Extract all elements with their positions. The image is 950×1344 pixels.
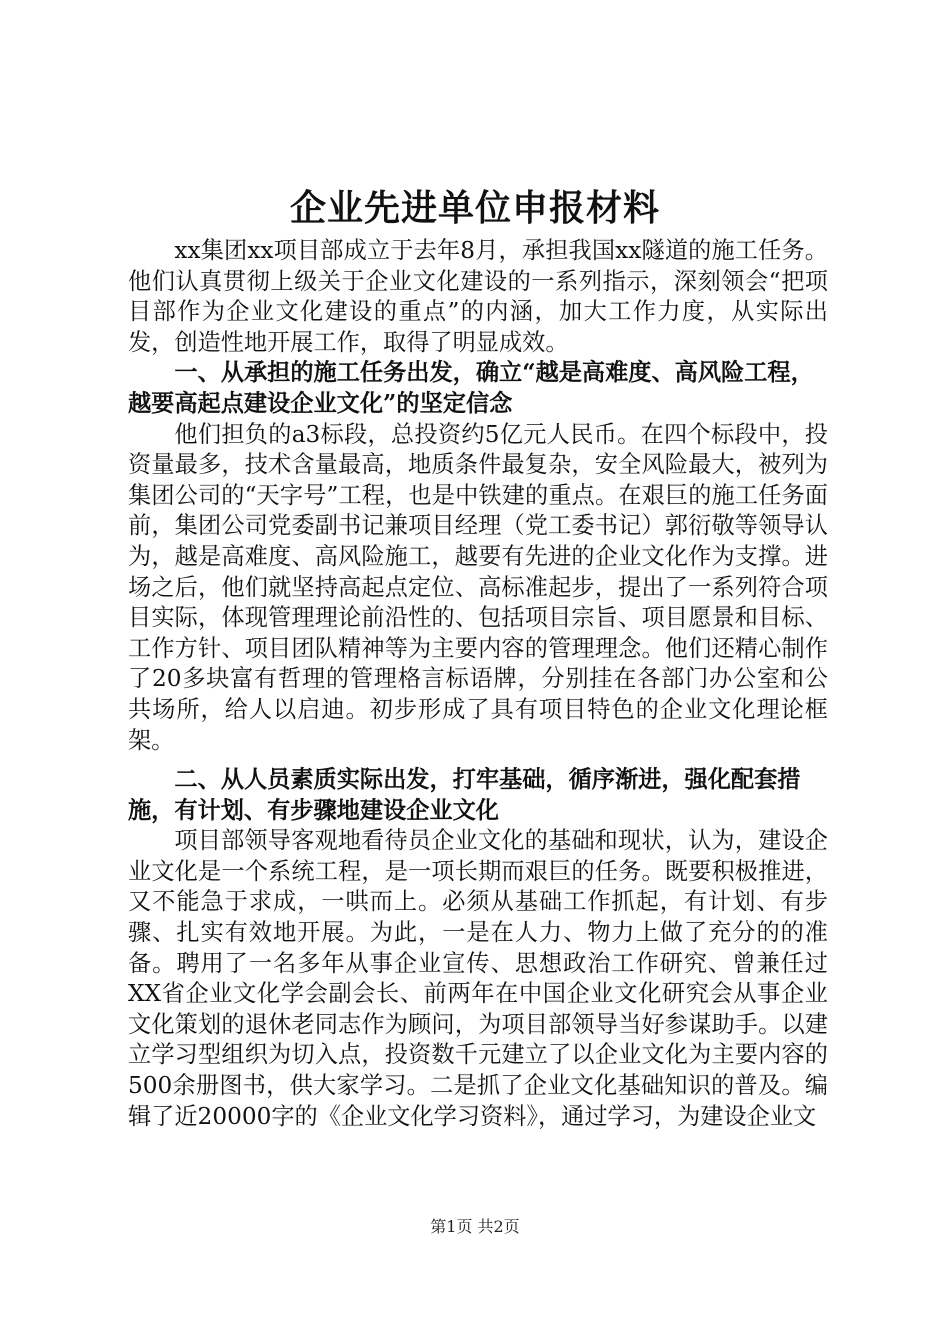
document-title: 企业先进单位申报材料 [289,187,660,229]
section-1-paragraph: 他们担负的a3标段，总投资约5亿元人民币。在四个标段中，投资量最多，技术含量最高，地质条件最复杂，安全风险最大，被列为集团公司的“天字号”工程，也是中铁建的重点。在艰巨的施工任务面前，集团公司党委副书记兼项目经理（党工委书记）郭衍敬等领导认为，越是高难度、高风险施工，越要有先进的企业文化作为支撑。进场之后，他们就坚持高起点定位、高标准起步，提出了一系列符合项目实际，体现管理理论前沿性的、包括项目宗旨、项目愿景和目标、工作方针、项目团队精神等为主要内容的管理理念。他们还精心制作了20多块富有哲理的管理格言标语牌，分别挂在各部门办公室和公共场所，给人以启迪。初步形成了具有项目特色的企业文化理论框架。 [128,420,828,754]
document-body [128,236,828,1132]
intro-paragraph: xx集团xx项目部成立于去年8月，承担我国xx隧道的施工任务。他们认真贯彻上级关于企业文化建设的一系列指示，深刻领会“把项目部作为企业文化建设的重点”的内涵，加大工作力度，从实际出发，创造性地开展工作，取得了明显成效。 [128,237,828,356]
page-number-footer: 第1页 共2页 [430,1217,520,1236]
section-2-heading: 二、从人员素质实际出发，打牢基础，循序渐进，强化配套措施，有计划、有步骤地建设企业文化 [128,766,801,824]
section-2-paragraph: 项目部领导客观地看待员企业文化的基础和现状，认为，建设企业文化是一个系统工程，是一项长期而艰巨的任务。既要积极推进，又不能急于求成，一哄而上。必须从基础工作抓起，有计划、有步骤、扎实有效地开展。为此，一是在人力、物力上做了充分的的准备。聘用了一名多年从事企业宣传、思想政治工作研究、曾兼任过XX省企业文化学会副会长、前两年在中国企业文化研究会从事企业文化策划的退休老同志作为顾问，为项目部领导当好参谋助手。以建立学习型组织为切入点，投资数千元建立了以企业文化为主要内容的500余册图书，供大家学习。二是抓了企业文化基础知识的普及。编辑了近20000字的《企业文化学习资料》，通过学习，为建设企业文 [128,827,828,1130]
section-1-heading: 一、从承担的施工任务出发，确立“越是高难度、高风险工程，越要高起点建设企业文化”的坚定信念 [128,359,814,417]
